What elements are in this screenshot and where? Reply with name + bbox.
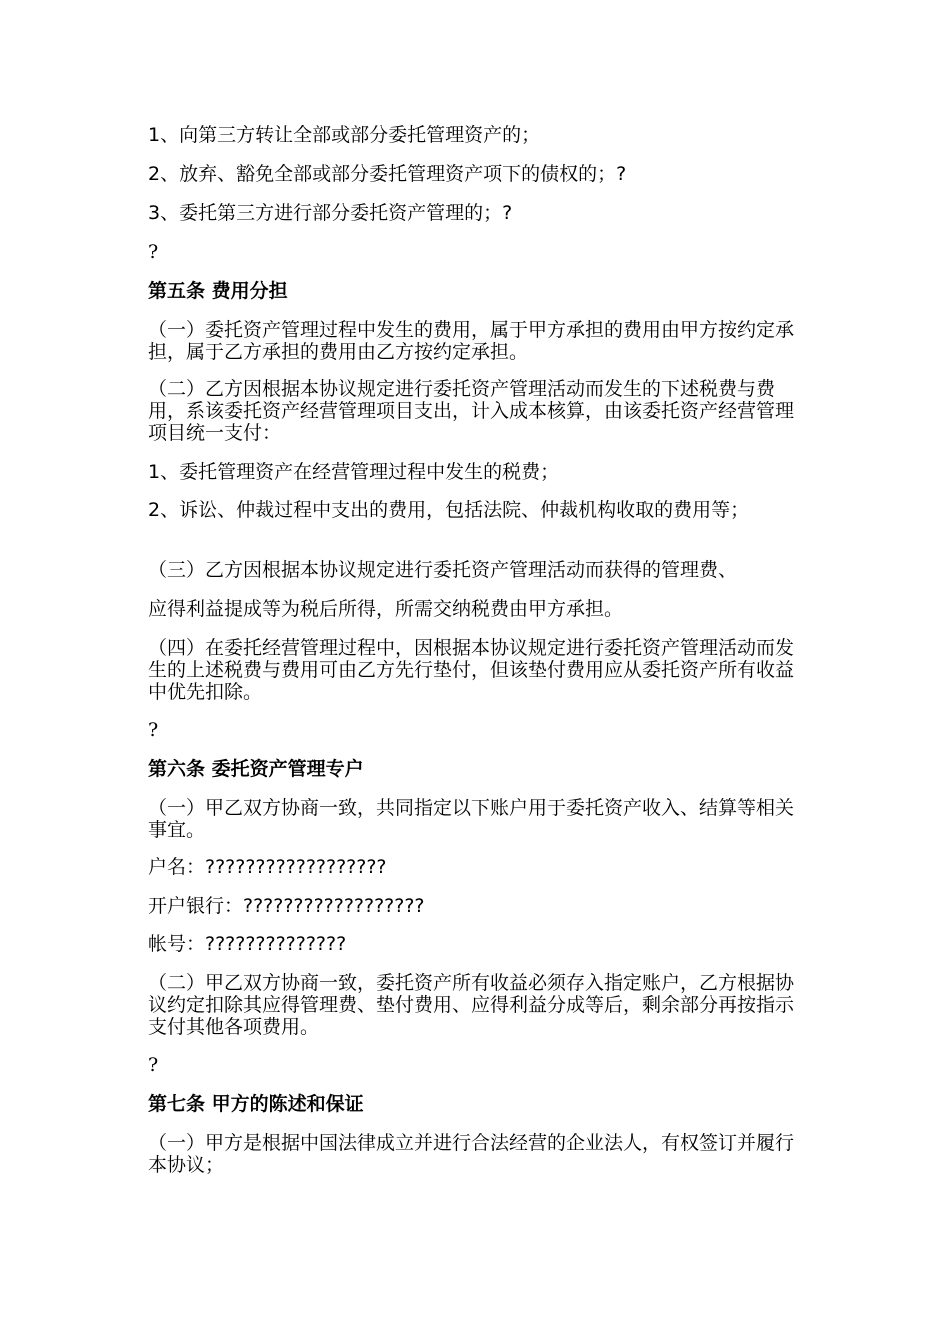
- account-number: 帐号：??????????????: [148, 933, 347, 955]
- article-7-heading: 第七条 甲方的陈述和保证: [148, 1093, 364, 1115]
- article-5-clause-2-item-2: 2、诉讼、仲裁过程中支出的费用，包括法院、仲裁机构收取的费用等；: [148, 499, 750, 521]
- placeholder-mark: ?: [148, 1054, 159, 1076]
- article-5-clause-2-item-1: 1、委托管理资产在经营管理过程中发生的税费；: [148, 461, 560, 483]
- account-name: 户名：??????????????????: [148, 856, 387, 878]
- article-5-clause-2: （二）乙方因根据本协议规定进行委托资产管理活动而发生的下述税费与费用，系该委托资产经营管理项目支出，计入成本核算，由该委托资产经营管理项目统一支付：: [148, 378, 795, 444]
- article-6-clause-2: （二）甲乙双方协商一致，委托资产所有收益必须存入指定账户，乙方根据协议约定扣除其应得管理费、垫付费用、应得利益分成等后，剩余部分再按指示支付其他各项费用。: [148, 972, 795, 1038]
- placeholder-mark: ?: [148, 241, 159, 263]
- placeholder-mark: ?: [148, 719, 159, 741]
- article-7-clause-1: （一）甲方是根据中国法律成立并进行合法经营的企业法人，有权签订并履行本协议；: [148, 1132, 795, 1176]
- account-bank: 开户银行：??????????????????: [148, 895, 425, 917]
- list-item-delegate: 3、委托第三方进行部分委托资产管理的；?: [148, 202, 513, 224]
- article-6-heading: 第六条 委托资产管理专户: [148, 758, 364, 780]
- list-item-waive-claims: 2、放弃、豁免全部或部分委托管理资产项下的债权的；?: [148, 163, 627, 185]
- article-5-clause-4: （四）在委托经营管理过程中，因根据本协议规定进行委托资产管理活动而发生的上述税费与费用可由乙方先行垫付，但该垫付费用应从委托资产所有收益中优先扣除。: [148, 637, 795, 703]
- article-6-clause-1: （一）甲乙双方协商一致，共同指定以下账户用于委托资产收入、结算等相关事宜。: [148, 797, 795, 841]
- list-item-transfer: 1、向第三方转让全部或部分委托管理资产的；: [148, 124, 541, 146]
- article-5-clause-3-line-2: 应得利益提成等为税后所得，所需交纳税费由甲方承担。: [148, 598, 624, 620]
- article-5-clause-3-line-1: （三）乙方因根据本协议规定进行委托资产管理活动而获得的管理费、: [148, 559, 738, 581]
- article-5-heading: 第五条 费用分担: [148, 280, 288, 302]
- article-5-clause-1: （一）委托资产管理过程中发生的费用，属于甲方承担的费用由甲方按约定承担，属于乙方承担的费用由乙方按约定承担。: [148, 319, 795, 363]
